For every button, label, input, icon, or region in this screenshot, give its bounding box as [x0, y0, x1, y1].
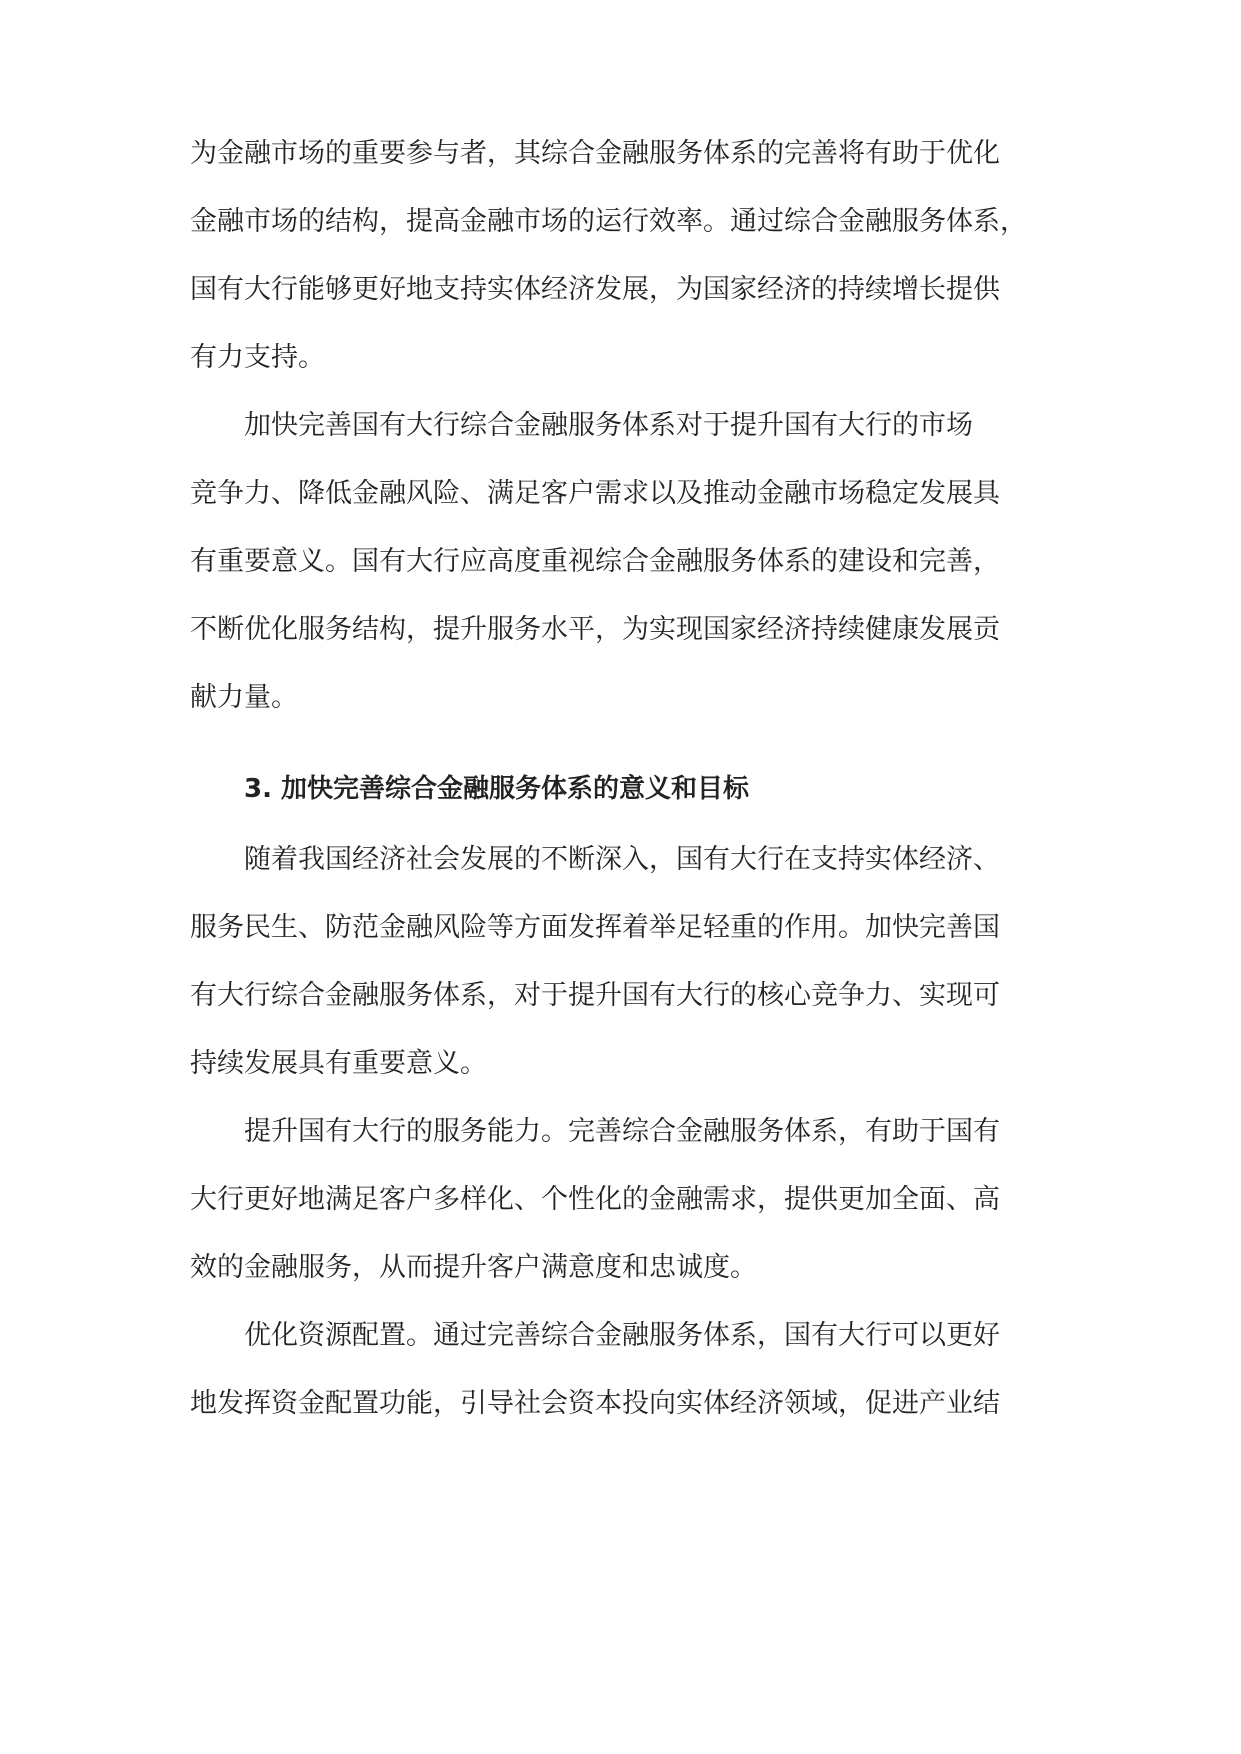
text-line: 优化资源配置。通过完善综合金融服务体系，国有大行可以更好: [244, 1320, 1000, 1351]
text-line: 竞争力、降低金融风险、满足客户需求以及推动金融市场稳定发展具: [190, 478, 1000, 509]
text-line: 持续发展具有重要意义。: [190, 1048, 487, 1079]
text-line: 有重要意义。国有大行应高度重视综合金融服务体系的建设和完善，: [190, 546, 1000, 577]
text-line: 加快完善国有大行综合金融服务体系对于提升国有大行的市场: [244, 410, 973, 441]
text-line: 随着我国经济社会发展的不断深入，国有大行在支持实体经济、: [244, 844, 1000, 875]
text-line: 献力量。: [190, 682, 298, 713]
section-heading: 3. 加快完善综合金融服务体系的意义和目标: [244, 774, 750, 804]
text-line: 不断优化服务结构，提升服务水平，为实现国家经济持续健康发展贡: [190, 614, 1000, 645]
text-line: 提升国有大行的服务能力。完善综合金融服务体系，有助于国有: [244, 1116, 1000, 1147]
text-line: 国有大行能够更好地支持实体经济发展，为国家经济的持续增长提供: [190, 274, 1000, 305]
text-line: 大行更好地满足客户多样化、个性化的金融需求，提供更加全面、高: [190, 1184, 1000, 1215]
text-line: 有力支持。: [190, 342, 325, 373]
text-line: 为金融市场的重要参与者，其综合金融服务体系的完善将有助于优化: [190, 138, 1000, 169]
text-line: 有大行综合金融服务体系，对于提升国有大行的核心竞争力、实现可: [190, 980, 1000, 1011]
text-line: 服务民生、防范金融风险等方面发挥着举足轻重的作用。加快完善国: [190, 912, 1000, 943]
text-line: 金融市场的结构，提高金融市场的运行效率。通过综合金融服务体系，: [190, 206, 1027, 237]
text-line: 地发挥资金配置功能，引导社会资本投向实体经济领域，促进产业结: [190, 1388, 1000, 1419]
text-line: 效的金融服务，从而提升客户满意度和忠诚度。: [190, 1252, 757, 1283]
